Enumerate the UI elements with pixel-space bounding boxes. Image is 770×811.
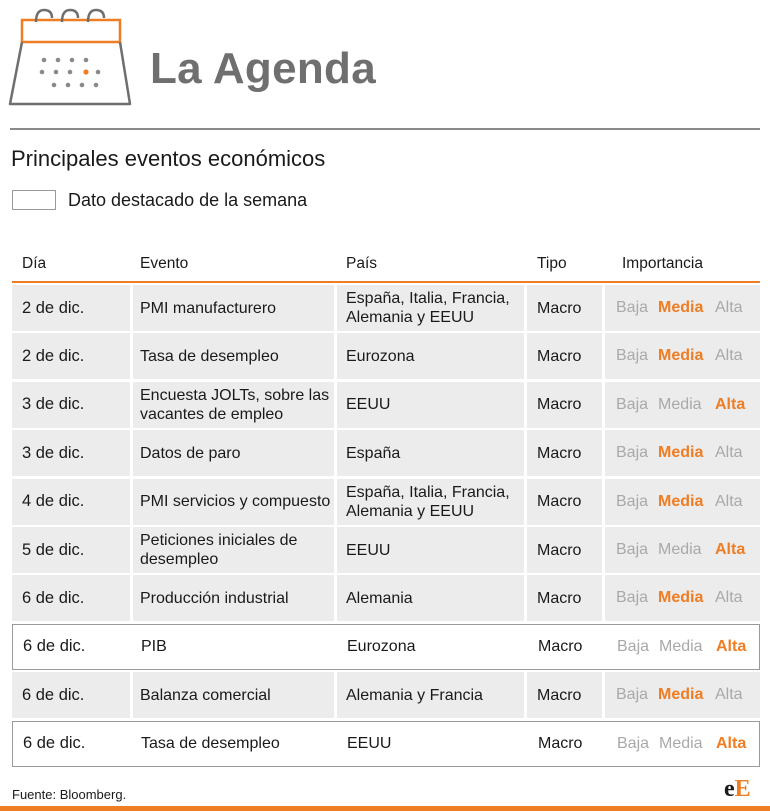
column-separator xyxy=(130,479,133,525)
title-divider xyxy=(10,128,760,130)
cell-pais: EEUU xyxy=(346,541,391,559)
column-separator xyxy=(602,479,605,525)
cell-dia: 5 de dic. xyxy=(22,540,85,559)
importance-baja: Baja xyxy=(616,395,649,413)
column-separator xyxy=(130,527,133,573)
importance-media: Media xyxy=(659,734,703,752)
importance-media: Media xyxy=(658,395,702,413)
column-header-tipo: Tipo xyxy=(537,255,567,272)
importance-baja: Baja xyxy=(616,541,649,558)
cell-pais: España, Italia, Francia, Alemania y EEUU xyxy=(346,483,510,520)
importance-alta: Alta xyxy=(715,686,743,704)
importance-alta: Alta xyxy=(715,347,743,365)
importance-alta: Alta xyxy=(715,395,746,413)
cell-evento: Encuesta JOLTs, sobre las vacantes de empleo xyxy=(140,386,330,423)
importance-alta: Alta xyxy=(715,444,743,462)
importance-media: Media xyxy=(659,637,703,655)
table-row xyxy=(12,430,760,476)
cell-tipo: Macro xyxy=(538,638,583,656)
importance-media: Media xyxy=(658,347,704,365)
cell-pais: EEUU xyxy=(346,396,391,414)
cell-pais: Alemania xyxy=(346,589,413,607)
cell-dia: 6 de dic. xyxy=(23,637,86,656)
cell-tipo: Macro xyxy=(537,541,582,559)
importance-baja: Baja xyxy=(616,492,649,510)
column-separator xyxy=(130,575,133,621)
cell-tipo: Macro xyxy=(537,396,582,414)
importance-baja: Baja xyxy=(616,299,649,316)
brand-letter-e: e xyxy=(724,776,735,802)
importance-media: Media xyxy=(658,589,704,607)
cell-evento: Producción industrial xyxy=(140,589,289,607)
legend-swatch xyxy=(12,190,56,210)
cell-evento: Tasa de desempleo xyxy=(141,735,280,753)
column-separator xyxy=(130,672,133,718)
cell-dia: 6 de dic. xyxy=(23,734,86,753)
column-separator xyxy=(602,285,605,331)
importance-baja: Baja xyxy=(616,444,649,462)
cell-tipo: Macro xyxy=(538,735,583,753)
importance-baja: Baja xyxy=(617,637,650,655)
cell-pais: España, Italia, Francia, Alemania y EEUU xyxy=(346,290,510,326)
column-header-pais: País xyxy=(346,255,378,272)
table-row xyxy=(12,721,760,767)
cell-tipo: Macro xyxy=(537,589,582,607)
importance-baja: Baja xyxy=(616,589,649,607)
importance-alta: Alta xyxy=(715,541,746,558)
cell-evento: PIB xyxy=(141,638,167,656)
column-header-dia: Día xyxy=(22,255,47,272)
cell-evento: Balanza comercial xyxy=(140,686,271,704)
importance-baja: Baja xyxy=(617,734,650,752)
source-note: Fuente: Bloomberg. xyxy=(12,787,127,802)
table-row xyxy=(12,624,760,670)
calendar-icon xyxy=(8,8,136,110)
importance-alta: Alta xyxy=(716,637,747,655)
cell-evento: Peticiones iniciales de desempleo xyxy=(140,532,298,568)
brand-letter-E: E xyxy=(734,776,751,802)
cell-pais: Eurozona xyxy=(346,347,415,365)
column-header-importancia: Importancia xyxy=(622,255,703,272)
column-separator xyxy=(130,430,133,476)
cell-tipo: Macro xyxy=(537,347,582,365)
table-row xyxy=(12,527,760,573)
importance-media: Media xyxy=(658,686,704,704)
column-separator xyxy=(130,285,133,331)
cell-tipo: Macro xyxy=(537,299,582,317)
importance-alta: Alta xyxy=(715,589,743,607)
column-separator xyxy=(130,333,133,379)
importance-baja: Baja xyxy=(616,686,649,704)
cell-tipo: Macro xyxy=(537,686,582,704)
table-row xyxy=(12,479,760,525)
importance-alta: Alta xyxy=(716,734,747,752)
column-separator xyxy=(602,430,605,476)
cell-tipo: Macro xyxy=(537,444,582,462)
bottom-accent-bar xyxy=(0,806,770,811)
cell-pais: Eurozona xyxy=(347,638,416,656)
column-separator xyxy=(602,672,605,718)
importance-media: Media xyxy=(658,492,704,510)
column-separator xyxy=(602,333,605,379)
column-separator xyxy=(602,382,605,428)
column-separator xyxy=(602,527,605,573)
table-row xyxy=(12,285,760,331)
cell-pais: España xyxy=(346,444,401,462)
page-title: La Agenda xyxy=(150,44,376,93)
importance-alta: Alta xyxy=(715,299,743,316)
cell-pais: EEUU xyxy=(347,735,392,753)
cell-dia: 3 de dic. xyxy=(22,443,85,462)
cell-evento: PMI servicios y compuesto xyxy=(140,493,331,511)
importance-baja: Baja xyxy=(616,347,649,365)
importance-media: Media xyxy=(658,541,702,558)
cell-dia: 2 de dic. xyxy=(22,298,85,317)
cell-dia: 3 de dic. xyxy=(22,395,85,414)
cell-dia: 6 de dic. xyxy=(22,588,85,607)
importance-media: Media xyxy=(658,444,704,462)
importance-media: Media xyxy=(658,299,704,316)
cell-dia: 4 de dic. xyxy=(22,492,85,511)
cell-pais: Alemania y Francia xyxy=(346,686,483,704)
header-divider xyxy=(12,281,760,283)
legend-label: Dato destacado de la semana xyxy=(68,190,308,210)
cell-dia: 2 de dic. xyxy=(22,346,85,365)
column-separator xyxy=(130,382,133,428)
column-header-evento: Evento xyxy=(140,255,189,272)
cell-evento: Tasa de desempleo xyxy=(140,347,279,365)
table-row xyxy=(12,575,760,621)
brand-logo xyxy=(724,776,751,803)
importance-alta: Alta xyxy=(715,492,743,510)
cell-dia: 6 de dic. xyxy=(22,685,85,704)
cell-tipo: Macro xyxy=(537,493,582,511)
column-separator xyxy=(602,575,605,621)
table-row xyxy=(12,382,760,428)
cell-evento: Datos de paro xyxy=(140,444,241,462)
cell-evento: PMI manufacturero xyxy=(140,299,277,317)
subtitle: Principales eventos económicos xyxy=(11,146,326,171)
table-row xyxy=(12,333,760,379)
table-row xyxy=(12,672,760,718)
